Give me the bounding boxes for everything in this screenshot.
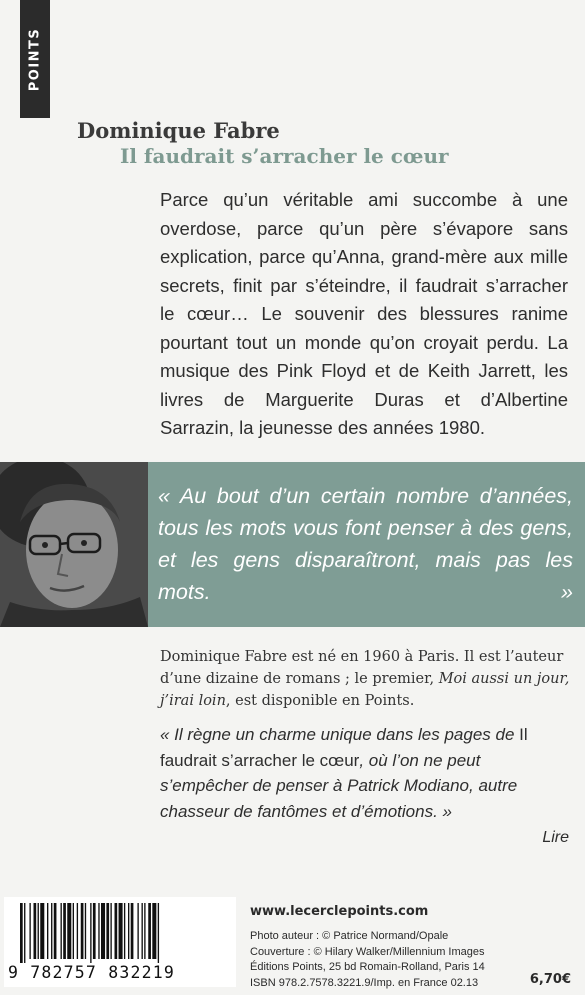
barcode-bar xyxy=(67,903,71,959)
barcode-bar xyxy=(152,903,156,959)
author-quote: « Au bout d’un certain nombre d’années, tous les mots vous font penser à des gens, et les gens disparaîtront, mais pas les mots. » xyxy=(158,484,573,604)
press-quote xyxy=(160,722,570,824)
points-logo-label: POINTS xyxy=(27,27,43,91)
barcode-bar xyxy=(90,903,91,963)
barcode-bar xyxy=(148,903,151,959)
author-bio-text-1: Dominique Fabre est né en 1960 à Paris. Il est l’auteur d’une dizaine de romans ; le premier, xyxy=(160,649,564,687)
press-quote-part-1: « Il règne un charme unique dans les pages de xyxy=(160,725,520,744)
barcode-bar xyxy=(38,903,39,959)
barcode-bar xyxy=(101,903,105,959)
barcode-bar xyxy=(73,903,74,959)
barcode-bar xyxy=(77,903,78,959)
points-logo-tab xyxy=(20,0,50,118)
barcode-bar xyxy=(115,903,118,959)
barcode-bar xyxy=(144,903,145,959)
press-quote-title: Il faudrait s’arracher le cœur xyxy=(160,725,528,770)
credit-publisher: Éditions Points, 25 bd Romain-Rolland, Paris 14 xyxy=(250,961,485,973)
author-bio-text-2: , est disponible en Points. xyxy=(225,693,415,709)
barcode-bar xyxy=(110,903,111,959)
barcode-bar xyxy=(131,903,134,959)
barcode-bar xyxy=(54,903,57,959)
author-bio xyxy=(160,646,570,712)
credit-isbn: ISBN 978.2.7578.3221.9/Imp. en France 02.13 xyxy=(250,976,479,989)
website-link[interactable]: www.lecerclepoints.com xyxy=(250,904,429,919)
barcode-bar xyxy=(81,903,84,959)
barcode-bar xyxy=(40,903,44,959)
barcode-bar xyxy=(47,903,48,959)
barcode-bar xyxy=(51,903,52,959)
barcode-bar xyxy=(61,903,62,959)
barcode-bar xyxy=(128,903,129,959)
quote-band xyxy=(0,462,585,627)
barcode-bar xyxy=(119,903,123,959)
barcode-bar xyxy=(29,903,30,959)
credits-block xyxy=(250,929,550,991)
barcode-bar xyxy=(34,903,37,959)
author-name: Dominique Fabre xyxy=(77,118,280,143)
barcode-bar xyxy=(137,903,138,959)
barcode-digits: 9 782757 832219 xyxy=(8,963,176,982)
barcode-bar xyxy=(158,903,159,963)
barcode-bar xyxy=(93,903,96,959)
barcode-bar xyxy=(142,903,143,959)
barcode-bar xyxy=(24,903,25,963)
barcode-bar xyxy=(124,903,125,959)
credit-photo: Photo auteur : © Patrice Normand/Opale xyxy=(250,930,449,942)
press-quote-part-2: , où l’on ne peut s’empêcher de penser à Patrick Modiano, autre chasseur de fantômes et d’émotions. » xyxy=(160,750,518,821)
barcode-bars xyxy=(20,903,220,963)
book-title: Il faudrait s’arracher le cœur xyxy=(120,144,449,168)
price: 6,70€ xyxy=(529,972,571,987)
press-quote-source: Lire xyxy=(542,829,569,846)
author-photo xyxy=(0,462,148,627)
barcode-bar xyxy=(98,903,99,959)
barcode xyxy=(4,897,236,987)
author-bio-book-title: Moi aussi un jour, j’irai loin xyxy=(160,671,570,709)
barcode-bar xyxy=(85,903,86,959)
author-portrait-illustration xyxy=(0,462,148,627)
barcode-bar xyxy=(63,903,66,959)
credit-cover: Couverture : © Hilary Walker/Millennium Images xyxy=(250,945,485,958)
barcode-bar xyxy=(106,903,109,959)
barcode-bar xyxy=(20,903,23,963)
synopsis-text: Parce qu’un véritable ami succombe à une overdose, parce qu’un père s’évapore sans explication, parce qu’Anna, grand-mère aux mille secrets, finit par s’éteindre, il faudrait s’arracher le cœur… Le souvenir des blessures ranime pourtant tout un monde qu’on croyait perdu. La musique des Pink Floyd et de Keith Jarrett, les livres de Marguerite Duras et d’Albertine Sarrazin, la jeunesse des années 1980. xyxy=(160,189,568,438)
